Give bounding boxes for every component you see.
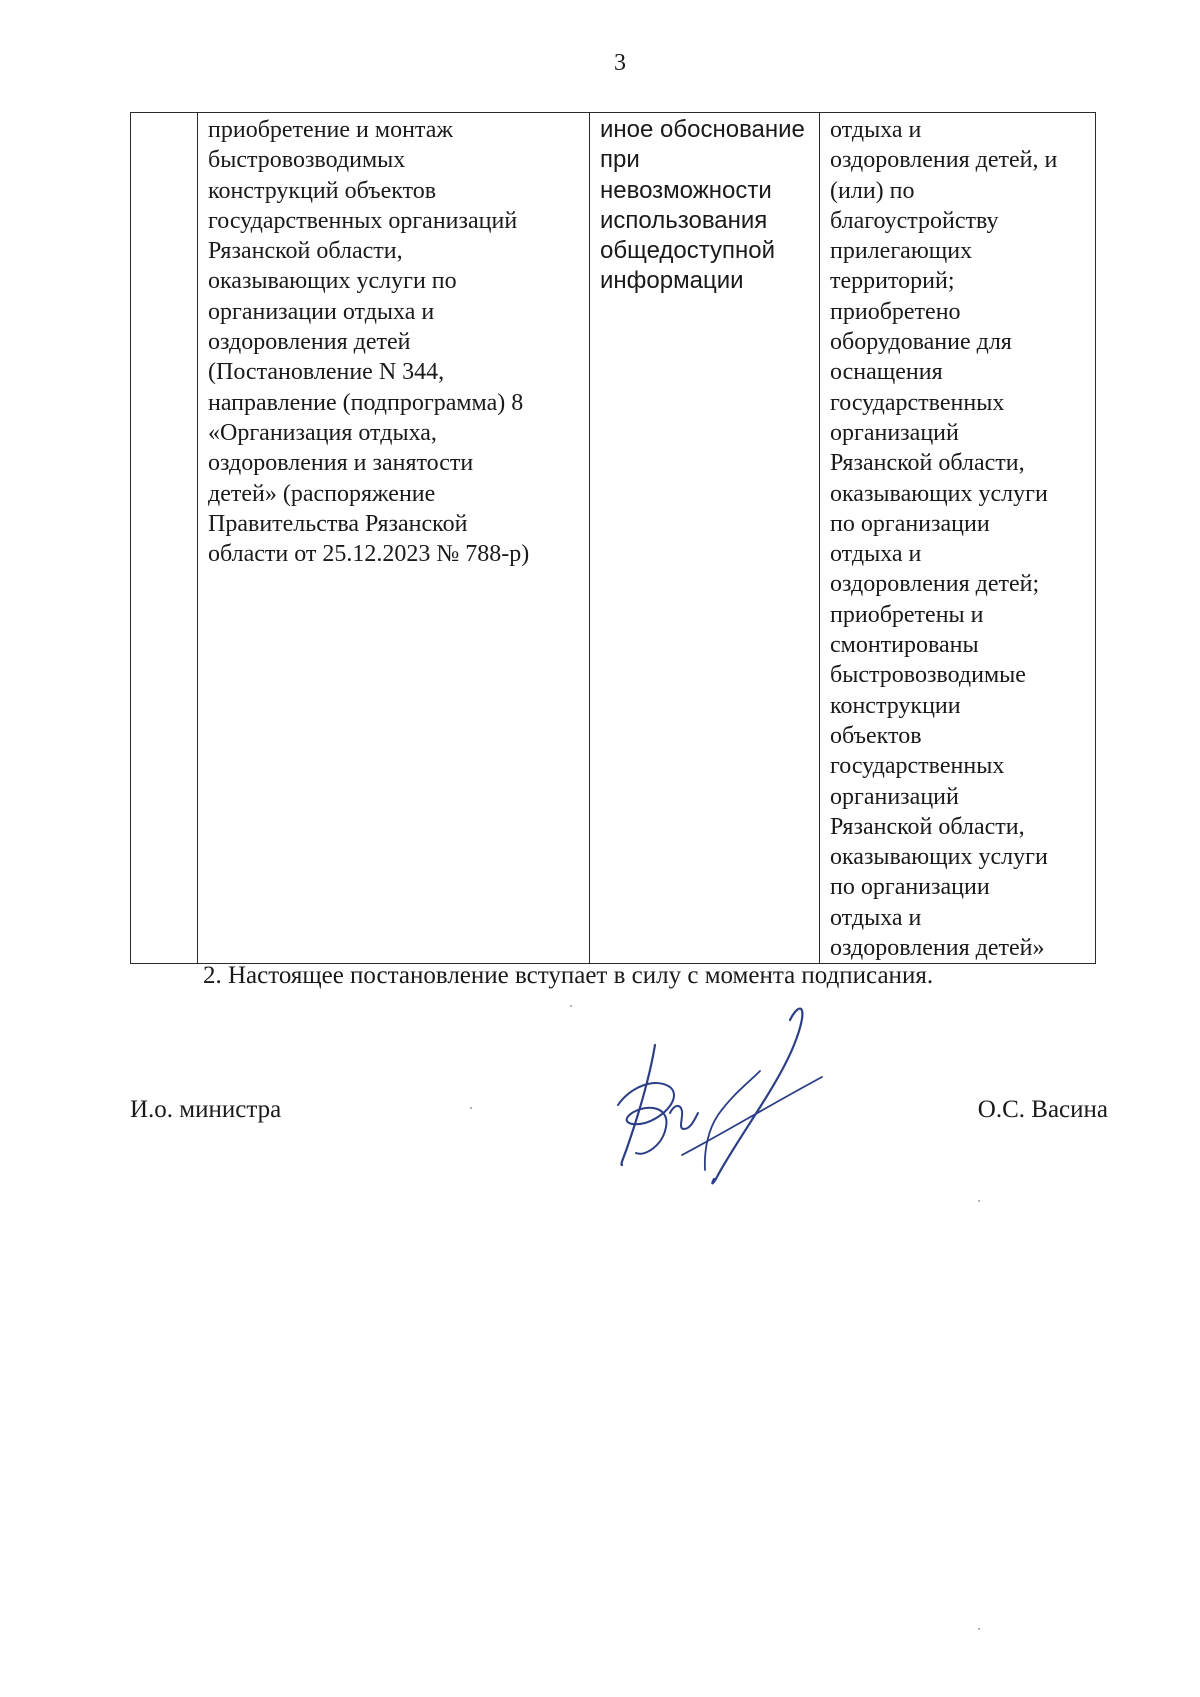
text-line: направление (подпрограмма) 8 bbox=[208, 389, 524, 416]
text-line: Правительства Рязанской bbox=[208, 510, 468, 537]
text-line: оборудование для bbox=[830, 329, 1012, 356]
text-line: детей» (распоряжение bbox=[208, 480, 436, 507]
text-line: прилегающих bbox=[830, 238, 973, 265]
text-line: территорий; bbox=[830, 268, 955, 295]
text-line: государственных bbox=[830, 753, 1005, 780]
text-line: конструкции bbox=[830, 692, 961, 719]
page-number: 3 bbox=[614, 50, 626, 76]
text-line: приобретение и монтаж bbox=[208, 117, 453, 143]
text-line: Рязанской области, bbox=[830, 450, 1025, 477]
text-line: оздоровления детей bbox=[208, 329, 411, 356]
signatory-position: И.о. министра bbox=[130, 1096, 282, 1123]
text-line: объектов bbox=[830, 722, 922, 749]
text-line: использования bbox=[600, 206, 768, 234]
text-line: оказывающих услуги bbox=[830, 480, 1048, 507]
text-line: иное обоснование bbox=[600, 116, 805, 143]
text-line: «Организация отдыха, bbox=[208, 419, 437, 446]
text-line: быстровозводимые bbox=[830, 662, 1026, 689]
text-line: невозможности bbox=[600, 176, 772, 204]
handwritten-signature bbox=[610, 995, 825, 1195]
activity-description-cell bbox=[198, 113, 590, 964]
text-line: приобретено bbox=[830, 298, 961, 325]
text-line: (Постановление N 344, bbox=[208, 359, 445, 386]
text-line: по организации bbox=[830, 874, 990, 901]
text-line: организации отдыха и bbox=[208, 298, 435, 325]
text-line: оздоровления детей; bbox=[830, 571, 1040, 598]
text-line: оснащения bbox=[830, 359, 943, 386]
text-line: по организации bbox=[830, 510, 990, 537]
scan-speck bbox=[978, 1628, 980, 1630]
text-line: отдыха и bbox=[830, 117, 922, 143]
text-line: оздоровления и занятости bbox=[208, 450, 474, 477]
scan-speck bbox=[470, 1107, 472, 1109]
text-line: Рязанской области, bbox=[208, 238, 403, 265]
scan-speck bbox=[978, 1200, 980, 1202]
text-line: конструкций объектов bbox=[208, 177, 437, 204]
text-line: при bbox=[600, 146, 640, 174]
text-line: организаций bbox=[830, 783, 959, 810]
text-line: (или) по bbox=[830, 177, 915, 204]
text-line: Рязанской области, bbox=[830, 813, 1025, 840]
justification-cell bbox=[590, 113, 820, 964]
clause-2-text: 2. Настоящее постановление вступает в силу с момента подписания. bbox=[203, 962, 934, 989]
text-line: отдыха и bbox=[830, 541, 922, 568]
text-line: оздоровления детей» bbox=[830, 935, 1045, 962]
text-line: общедоступной bbox=[600, 237, 776, 265]
text-line: информации bbox=[600, 267, 744, 295]
signatory-name: О.С. Васина bbox=[977, 1096, 1108, 1123]
text-line: оказывающих услуги по bbox=[208, 268, 457, 295]
text-line: оздоровления детей, и bbox=[830, 147, 1058, 174]
text-line: быстровозводимых bbox=[208, 147, 406, 174]
empty-number-cell bbox=[131, 113, 198, 964]
text-line: приобретены и bbox=[830, 601, 984, 628]
text-line: государственных организаций bbox=[208, 207, 518, 234]
text-line: государственных bbox=[830, 389, 1005, 416]
text-line: благоустройству bbox=[830, 207, 999, 234]
table-row bbox=[131, 113, 1096, 964]
continuation-table bbox=[130, 112, 1096, 964]
text-line: области от 25.12.2023 № 788-р) bbox=[208, 541, 530, 568]
result-cell bbox=[820, 113, 1096, 964]
text-line: оказывающих услуги bbox=[830, 844, 1048, 871]
text-line: смонтированы bbox=[830, 632, 979, 659]
text-line: отдыха и bbox=[830, 904, 922, 931]
text-line: организаций bbox=[830, 419, 959, 446]
scan-speck bbox=[570, 1005, 572, 1007]
